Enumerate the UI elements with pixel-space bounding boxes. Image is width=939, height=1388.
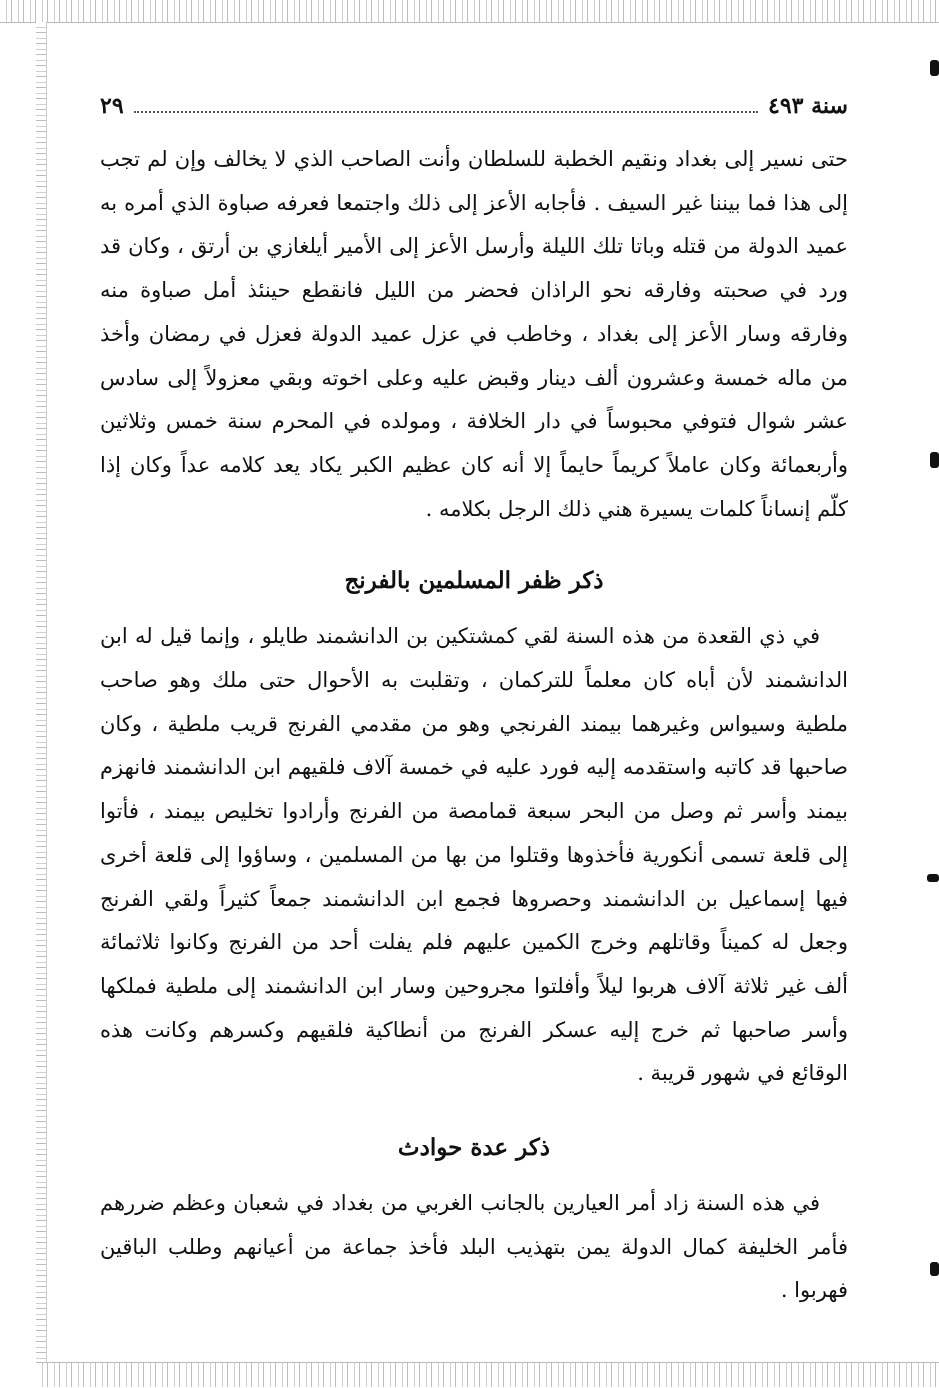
running-header [100, 88, 848, 124]
scan-edge-mark [930, 1262, 939, 1276]
page-border-top [0, 0, 939, 23]
page-border-left [36, 22, 47, 1368]
section-heading: ذكر ظفر المسلمين بالفرنج [344, 567, 604, 595]
section-heading: ذكر عدة حوادث [397, 1134, 551, 1162]
scan-edge-mark [930, 452, 939, 468]
header-leader-dots [134, 111, 758, 113]
page-number: ٢٩ [100, 93, 124, 119]
section-paragraph: في ذي القعدة من هذه السنة لقي كمشتكين بن الدانشمند طايلو ، وإنما قيل له ابن الدانشمند لأن أباه كان معلماً للتركمان ، وتقلبت به الأحوال حتى ملك وهو صاحب ملطية وسيواس وغيرهما بيمند الفرنجي وهو من مقدمي الفرنج قريب ملطية ، وكان صاحبها قد كاتبه واستقدمه إليه فورد عليه في خمسة آلاف فلقيهم ابن الدانشمند فانهزم بيمند وأسر ثم وصل من البحر سبعة قمامصة من الفرنج وأرادوا تخليص بيمند ، فأتوا إلى قلعة تسمى أنكورية فأخذوها وقتلوا من بها من المسلمين ، وساؤوا إلى قلعة أخرى فيها إسماعيل بن الدانشمند وحصروها فجمع ابن الدانشمند جمعاً كثيراً ولقي الفرنج وجعل له كميناً وقاتلهم وخرج الكمين عليهم فلم يفلت أحد من الفرنج وكانوا ثلاثمائة ألف غير ثلاثة آلاف هربوا ليلاً وأفلتوا مجروحين وسار ابن الدانشمند إلى ملطية فملكها وأسر صاحبها ثم خرج إليه عسكر الفرنج من أنطاكية فلقيهم وكسرهم وكانت هذه الوقائع في شهور قريبة . [100, 624, 848, 1086]
page-body [100, 138, 848, 1313]
paragraph-continuation: حتى نسير إلى بغداد ونقيم الخطبة للسلطان وأنت الصاحب الذي لا يخالف وإن لم تجب إلى هذا فما بيننا غير السيف . فأجابه الأعز إلى ذلك واجتمعا فعرفه صباوة الذي أمره به عميد الدولة من قتله وباتا تلك الليلة وأرسل الأعز إلى الأمير أيلغازي بن أرتق ، وكان قد ورد في صحبته وفارقه نحو الراذان فحضر من الليل فانقطع حينئذ أمل صباوة منه وفارقه وسار الأعز إلى بغداد ، وخاطب في عزل عميد الدولة فعزل في رمضان وأخذ من ماله خمسة وعشرون ألف دينار وقبض عليه وعلى اخوته وبقي معزولاً إلى سادس عشر شوال فتوفي محبوساً في دار الخلافة ، ومولده في المحرم سنة خمس وثلاثين وأربعمائة وكان عاملاً كريماً حايماً إلا أنه كان عظيم الكبر يكاد يعد كلامه عداً وكان إذا كلّم إنساناً كلمات يسيرة هني ذلك الرجل بكلامه . [100, 147, 848, 521]
section-paragraph: في هذه السنة زاد أمر العيارين بالجانب الغربي من بغداد في شعبان وعظم ضررهم فأمر الخليفة كمال الدولة يمن بتهذيب البلد فأخذ جماعة من أعيانهم وطلب الباقين فهربوا . [100, 1191, 848, 1303]
header-year: سنة ٤٩٣ [768, 93, 848, 119]
page-border-bottom [36, 1362, 939, 1387]
scan-edge-mark [930, 60, 939, 76]
scan-edge-mark [927, 874, 939, 882]
